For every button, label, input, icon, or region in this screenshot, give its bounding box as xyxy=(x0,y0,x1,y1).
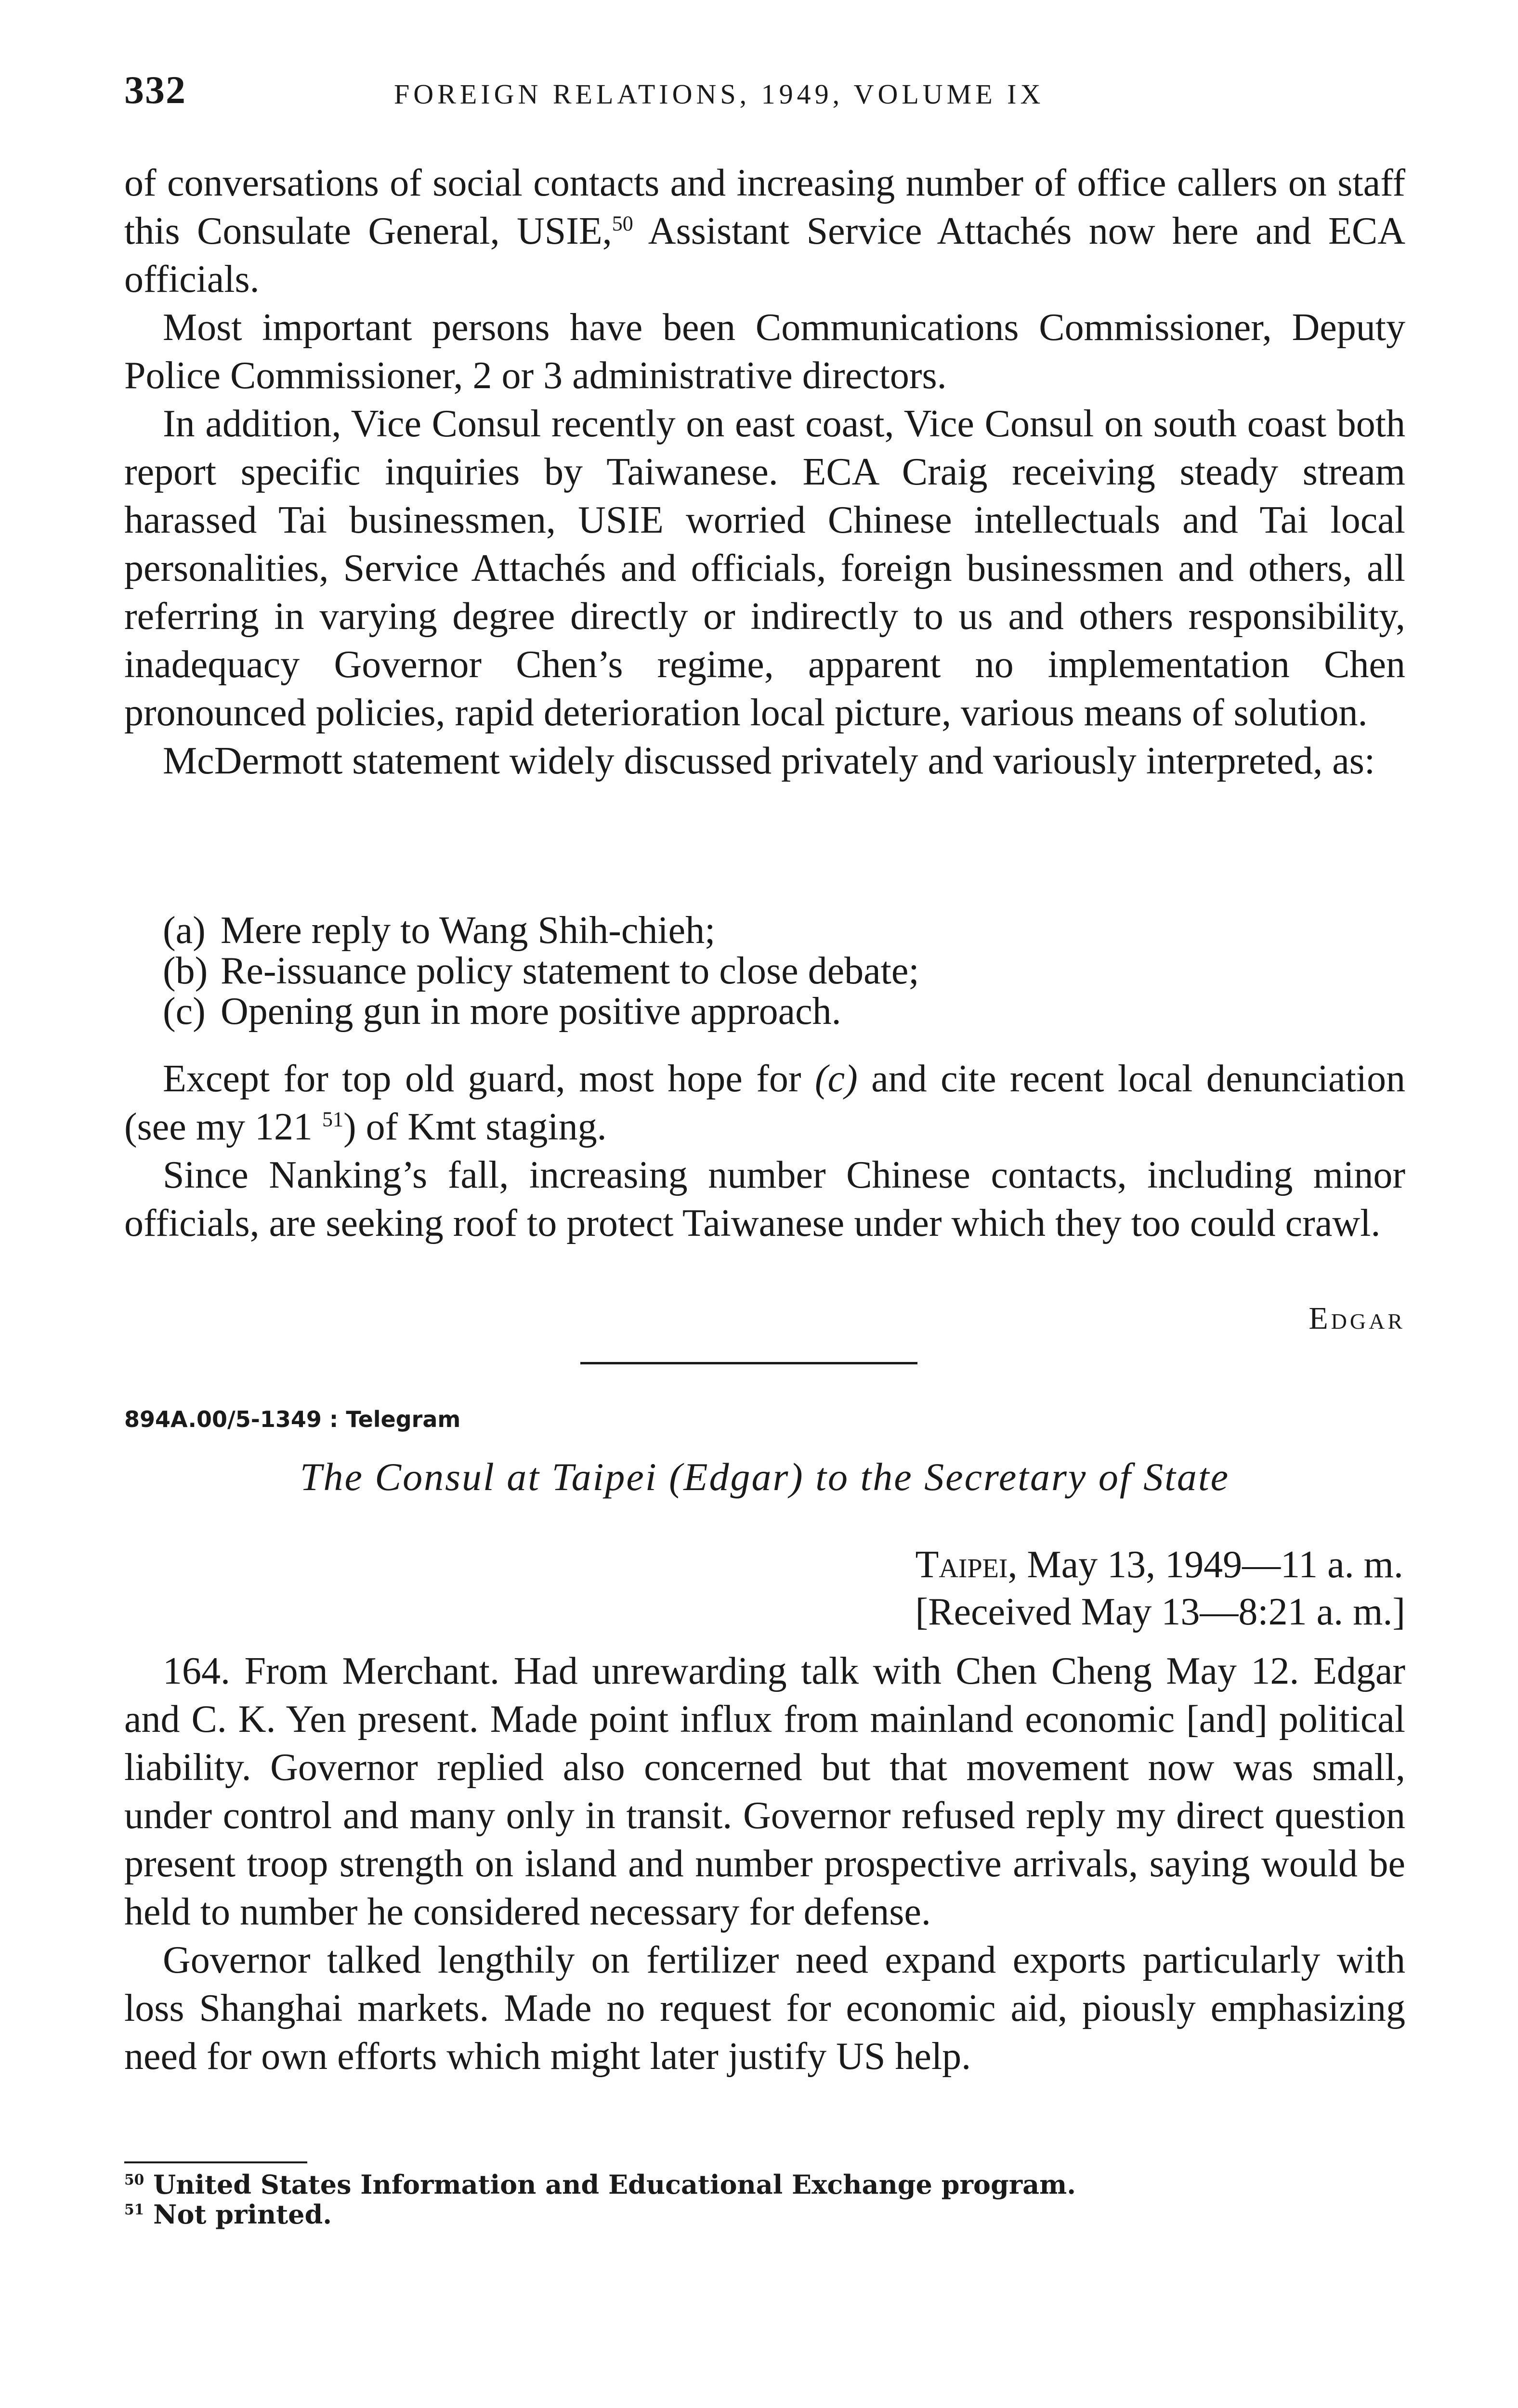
list-text: Mere reply to Wang Shih-chieh; xyxy=(221,909,716,952)
section1-intro xyxy=(124,159,1405,785)
running-title: FOREIGN RELATIONS, 1949, VOLUME IX xyxy=(394,79,1045,110)
list-text: Re-issuance policy statement to close debate; xyxy=(221,950,919,992)
list-marker: (b) xyxy=(163,950,208,992)
paragraph xyxy=(124,1055,1405,1151)
list-item xyxy=(163,910,1367,951)
dateline-received: [Received May 13—8:21 a. m.] xyxy=(915,1591,1405,1633)
dateline-sent xyxy=(916,1541,1406,1588)
paragraph: Governor talked lengthily on fertilizer need expand exports particularly with loss Shanghai markets. Made no request for economic aid, piously emphasizing need for own efforts which might later justify US help. xyxy=(124,1939,1405,2078)
section-divider xyxy=(580,1362,917,1364)
paragraph: 164. From Merchant. Had unrewarding talk with Chen Cheng May 12. Edgar and C. K. Yen present. Made point influx from mainland economic [and] political liability. Governor replied also concerned but that movement now was small, under control and many only in transit. Governor refused reply my direct question present troop strength on island and number prospective arrivals, saying would be held to number he considered necessary for defense. xyxy=(124,1650,1405,1933)
paragraph-text: Except for top old guard, most hope for xyxy=(163,1058,815,1100)
list-item xyxy=(163,951,1367,991)
section1-closing xyxy=(124,1055,1405,1247)
page-header xyxy=(124,67,1405,120)
footnote-ref: 50 xyxy=(612,211,633,236)
paragraph-text: ) of Kmt staging. xyxy=(343,1106,607,1148)
dateline xyxy=(916,1541,1406,1636)
footnote-rule xyxy=(124,2161,307,2163)
footnotes xyxy=(124,2170,1405,2229)
list-marker: (a) xyxy=(163,909,206,952)
list-marker: (c) xyxy=(163,990,206,1033)
footnote xyxy=(124,2199,1405,2229)
list-text: Opening gun in more positive approach. xyxy=(221,990,841,1033)
dateline-time: , May 13, 1949—11 a. m. xyxy=(1008,1544,1403,1586)
signature: Edgar xyxy=(1309,1301,1405,1336)
paragraph-text: of conversations of social contacts and increasing number of office callers on staff this Consulate General, USIE, xyxy=(124,162,1405,252)
paragraph: In addition, Vice Consul recently on east coast, Vice Consul on south coast both report specific inquiries by Taiwanese. ECA Craig receiving steady stream harassed Tai businessmen, USIE worried Chinese intellectuals and Tai local personalities, Service Attachés and officials, foreign businessmen and others, all referring in varying degree directly or indirectly to us and others responsibility, inadequacy Governor Chen’s regime, apparent no implementation Chen pronounced policies, rapid deterioration local picture, various means of solution. xyxy=(124,403,1405,734)
footnote xyxy=(124,2170,1405,2199)
section2-body xyxy=(124,1647,1405,2081)
paragraph-text: and cite recent local denunciation (see my 121 xyxy=(124,1058,1405,1148)
paragraph-text: (c) xyxy=(814,1058,858,1100)
document-title: The Consul at Taipei (Edgar) to the Secretary of State xyxy=(300,1455,1230,1499)
paragraph: Most important persons have been Communications Commissioner, Deputy Police Commissioner, 2 or 3 administrative directors. xyxy=(124,306,1405,397)
footnote-text: United States Information and Educational Exchange program. xyxy=(144,2169,1076,2200)
footnote-mark: 50 xyxy=(124,2172,144,2188)
dateline-place: Taipei xyxy=(915,1544,1008,1586)
paragraph: McDermott statement widely discussed privately and variously interpreted, as: xyxy=(163,740,1375,782)
list-item xyxy=(163,991,1367,1032)
interpretation-list xyxy=(163,910,1367,1032)
paragraph-text: Assistant Service Attachés now here and ECA officials. xyxy=(124,210,1406,301)
paragraph xyxy=(124,159,1405,303)
footnote-mark: 51 xyxy=(124,2201,144,2218)
footnote-ref: 51 xyxy=(322,1107,344,1131)
page-number: 332 xyxy=(124,68,186,112)
document-id: 894A.00/5-1349 : Telegram xyxy=(124,1406,461,1432)
footnote-text: Not printed. xyxy=(144,2199,332,2230)
paragraph: Since Nanking’s fall, increasing number Chinese contacts, including minor officials, are seeking roof to protect Taiwanese under which they too could crawl. xyxy=(124,1154,1405,1244)
